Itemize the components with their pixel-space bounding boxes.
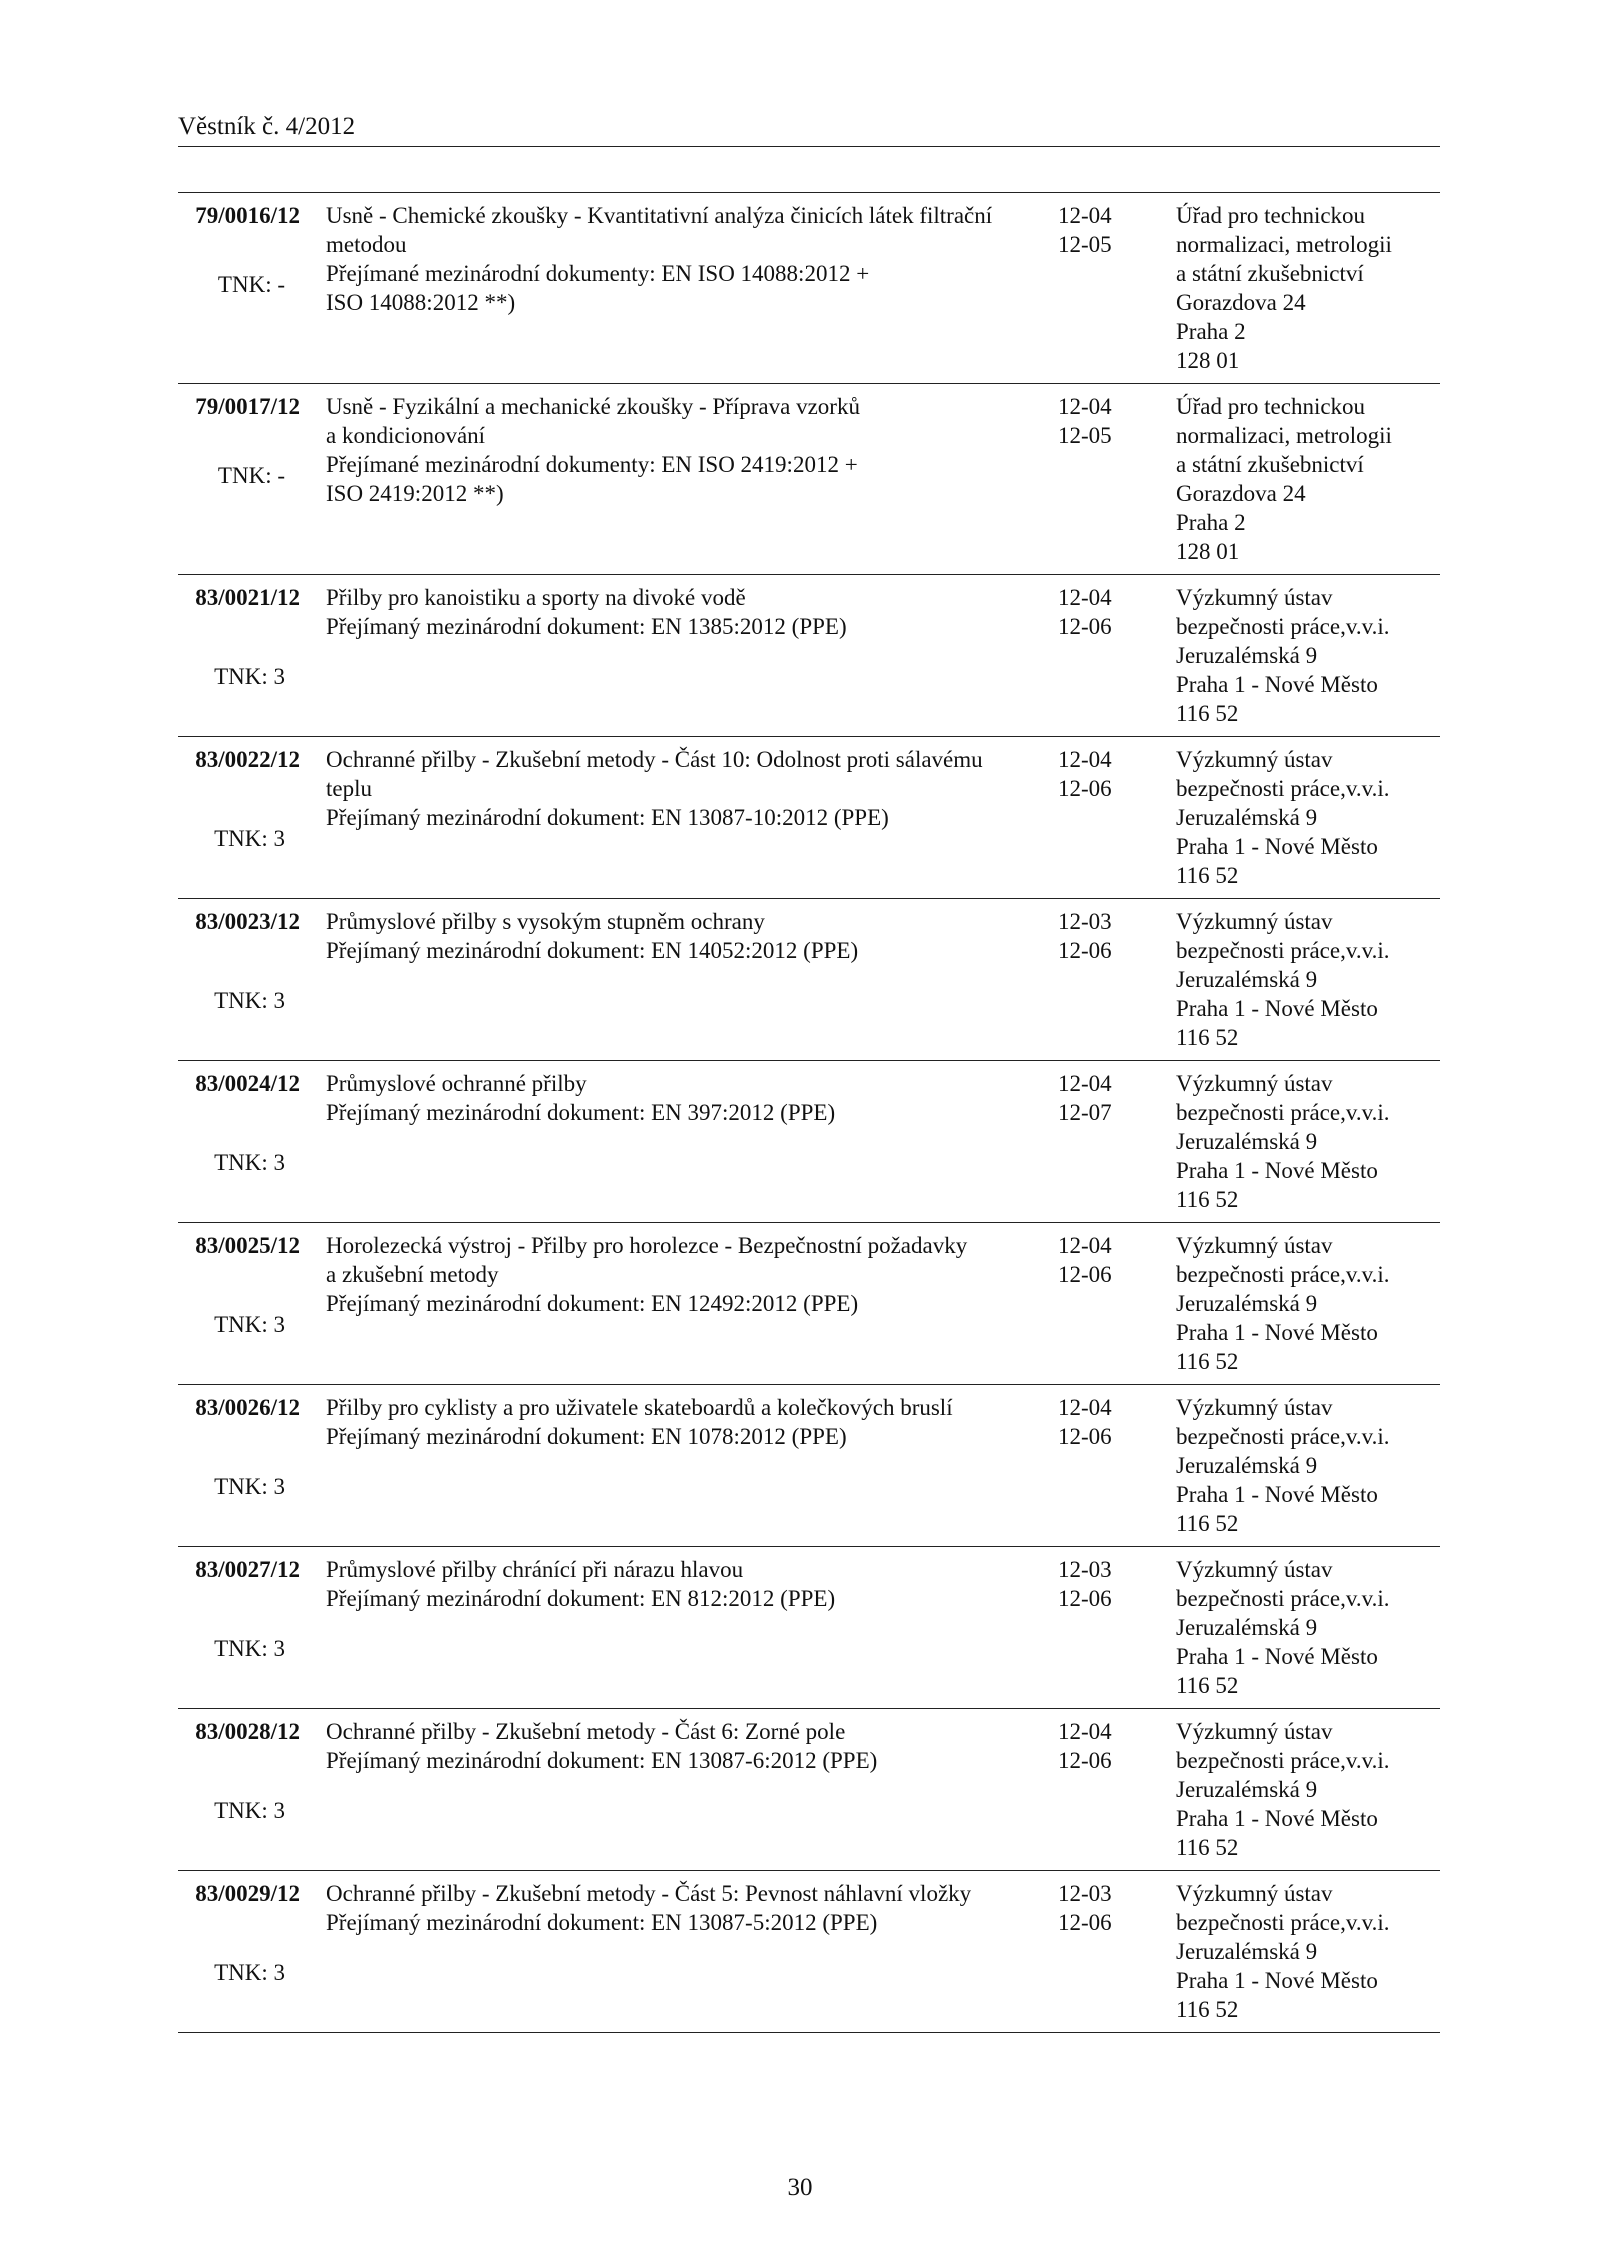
table-row [178, 737, 1440, 899]
date-value: 12-04 [1058, 747, 1112, 772]
title-line: Přejímané mezinárodní dokumenty: EN ISO 14088:2012 + [326, 261, 870, 286]
date-value: 12-07 [1058, 1100, 1112, 1125]
tnk-label: TNK: 3 [214, 1312, 285, 1337]
address-line: 116 52 [1176, 863, 1239, 888]
document-number: 83/0028/12 [195, 1719, 300, 1744]
address-line: Výzkumný ústav [1176, 1719, 1333, 1744]
title-line: ISO 2419:2012 **) [326, 481, 504, 506]
address-line: Praha 1 - Nové Město [1176, 1806, 1378, 1831]
address-line: bezpečnosti práce,v.v.i. [1176, 1424, 1390, 1449]
title-line: Ochranné přilby - Zkušební metody - Část 5: Pevnost náhlavní vložky [326, 1881, 972, 1906]
address-line: Jeruzalémská 9 [1176, 1777, 1318, 1802]
title-line: Přejímaný mezinárodní dokument: EN 812:2012 (PPE) [326, 1586, 836, 1611]
title-line: Přejímaný mezinárodní dokument: EN 13087-5:2012 (PPE) [326, 1910, 878, 1935]
address-line: Gorazdova 24 [1176, 290, 1306, 315]
title-line: Horolezecká výstroj - Přilby pro horolezce - Bezpečnostní požadavky [326, 1233, 968, 1258]
document-number: 83/0029/12 [195, 1881, 300, 1906]
date-value: 12-04 [1058, 203, 1112, 228]
address-line: bezpečnosti práce,v.v.i. [1176, 614, 1390, 639]
date-value: 12-05 [1058, 232, 1112, 257]
tnk-label: TNK: 3 [214, 664, 285, 689]
title-line: Ochranné přilby - Zkušební metody - Část 6: Zorné pole [326, 1719, 846, 1744]
address-line: Praha 1 - Nové Město [1176, 1644, 1378, 1669]
address-line: Praha 2 [1176, 319, 1246, 344]
address-line: bezpečnosti práce,v.v.i. [1176, 1748, 1390, 1773]
address-line: Jeruzalémská 9 [1176, 967, 1318, 992]
title-line: Průmyslové ochranné přilby [326, 1071, 587, 1096]
address-line: Jeruzalémská 9 [1176, 1291, 1318, 1316]
document-number: 83/0026/12 [195, 1395, 300, 1420]
table-row [178, 575, 1440, 737]
address-line: Výzkumný ústav [1176, 585, 1333, 610]
title-line: Přejímaný mezinárodní dokument: EN 12492:2012 (PPE) [326, 1291, 859, 1316]
date-value: 12-06 [1058, 1424, 1112, 1449]
date-value: 12-03 [1058, 1881, 1112, 1906]
date-value: 12-06 [1058, 1586, 1112, 1611]
address-line: Úřad pro technickou [1176, 394, 1366, 419]
address-line: Výzkumný ústav [1176, 1233, 1333, 1258]
date-value: 12-04 [1058, 1233, 1112, 1258]
address-line: 116 52 [1176, 701, 1239, 726]
document-number: 79/0016/12 [195, 203, 300, 228]
organization-address [1176, 1879, 1446, 2024]
title-line: Průmyslové přilby chránící při nárazu hlavou [326, 1557, 744, 1582]
organization-address [1176, 1393, 1446, 1538]
address-line: normalizaci, metrologii [1176, 423, 1392, 448]
table-row [178, 1061, 1440, 1223]
date-value: 12-04 [1058, 1719, 1112, 1744]
address-line: bezpečnosti práce,v.v.i. [1176, 1100, 1390, 1125]
document-number: 83/0023/12 [195, 909, 300, 934]
date-value: 12-06 [1058, 1910, 1112, 1935]
dates-column [1058, 1231, 1128, 1289]
organization-address [1176, 1717, 1446, 1862]
address-line: Výzkumný ústav [1176, 1881, 1333, 1906]
title-line: teplu [326, 776, 372, 801]
table-row [178, 1547, 1440, 1709]
document-number: 79/0017/12 [195, 394, 300, 419]
dates-column [1058, 1879, 1128, 1937]
table-row [178, 384, 1440, 575]
address-line: bezpečnosti práce,v.v.i. [1176, 938, 1390, 963]
page-number: 30 [787, 2174, 813, 2201]
address-line: Jeruzalémská 9 [1176, 1453, 1318, 1478]
address-line: 116 52 [1176, 1025, 1239, 1050]
address-line: Praha 1 - Nové Město [1176, 834, 1378, 859]
address-line: bezpečnosti práce,v.v.i. [1176, 1586, 1390, 1611]
title-line: Ochranné přilby - Zkušební metody - Část 10: Odolnost proti sálavému [326, 747, 983, 772]
title-line: Přejímané mezinárodní dokumenty: EN ISO 2419:2012 + [326, 452, 858, 477]
address-line: 116 52 [1176, 1997, 1239, 2022]
address-line: Jeruzalémská 9 [1176, 1129, 1318, 1154]
document-number: 83/0024/12 [195, 1071, 300, 1096]
title-line: Usně - Fyzikální a mechanické zkoušky - Příprava vzorků [326, 394, 860, 419]
organization-address [1176, 745, 1446, 890]
address-line: Výzkumný ústav [1176, 909, 1333, 934]
date-value: 12-03 [1058, 1557, 1112, 1582]
table-row [178, 1385, 1440, 1547]
title-line: Přejímaný mezinárodní dokument: EN 14052:2012 (PPE) [326, 938, 859, 963]
title-line: a zkušební metody [326, 1262, 499, 1287]
title-line: a kondicionování [326, 423, 486, 448]
table-row [178, 193, 1440, 384]
address-line: 116 52 [1176, 1511, 1239, 1536]
address-line: Výzkumný ústav [1176, 1557, 1333, 1582]
dates-column [1058, 201, 1128, 259]
date-value: 12-06 [1058, 776, 1112, 801]
title-line: Přejímaný mezinárodní dokument: EN 1385:2012 (PPE) [326, 614, 847, 639]
address-line: 128 01 [1176, 539, 1240, 564]
date-value: 12-04 [1058, 394, 1112, 419]
table-row [178, 1871, 1440, 2033]
dates-column [1058, 583, 1128, 641]
organization-address [1176, 583, 1446, 728]
title-line: Přejímaný mezinárodní dokument: EN 13087-6:2012 (PPE) [326, 1748, 878, 1773]
dates-column [1058, 1717, 1128, 1775]
date-value: 12-05 [1058, 423, 1112, 448]
date-value: 12-06 [1058, 614, 1112, 639]
document-number: 83/0027/12 [195, 1557, 300, 1582]
organization-address [1176, 1069, 1446, 1214]
address-line: Jeruzalémská 9 [1176, 1939, 1318, 1964]
address-line: Výzkumný ústav [1176, 1395, 1333, 1420]
address-line: bezpečnosti práce,v.v.i. [1176, 1262, 1390, 1287]
table-row [178, 1709, 1440, 1871]
address-line: Gorazdova 24 [1176, 481, 1306, 506]
address-line: normalizaci, metrologii [1176, 232, 1392, 257]
tnk-label: TNK: 3 [214, 826, 285, 851]
date-value: 12-04 [1058, 1071, 1112, 1096]
tnk-label: TNK: - [217, 463, 285, 488]
table-row [178, 1223, 1440, 1385]
tnk-label: TNK: 3 [214, 988, 285, 1013]
address-line: Jeruzalémská 9 [1176, 1615, 1318, 1640]
address-line: 116 52 [1176, 1835, 1239, 1860]
address-line: Praha 1 - Nové Město [1176, 1320, 1378, 1345]
tnk-label: TNK: - [217, 272, 285, 297]
dates-column [1058, 392, 1128, 450]
address-line: 116 52 [1176, 1673, 1239, 1698]
title-line: Průmyslové přilby s vysokým stupněm ochrany [326, 909, 765, 934]
title-line: Přilby pro kanoistiku a sporty na divoké vodě [326, 585, 746, 610]
tnk-label: TNK: 3 [214, 1474, 285, 1499]
address-line: Jeruzalémská 9 [1176, 643, 1318, 668]
document-number: 83/0022/12 [195, 747, 300, 772]
page-header-title: Věstník č. 4/2012 [178, 113, 356, 140]
date-value: 12-06 [1058, 1262, 1112, 1287]
address-line: Úřad pro technickou [1176, 203, 1366, 228]
address-line: Výzkumný ústav [1176, 747, 1333, 772]
address-line: Praha 1 - Nové Město [1176, 1158, 1378, 1183]
address-line: Praha 1 - Nové Město [1176, 996, 1378, 1021]
title-line: Usně - Chemické zkoušky - Kvantitativní analýza činicích látek filtrační [326, 203, 993, 228]
title-line: Přejímaný mezinárodní dokument: EN 397:2012 (PPE) [326, 1100, 836, 1125]
title-line: metodou [326, 232, 407, 257]
organization-address [1176, 1555, 1446, 1700]
title-line: ISO 14088:2012 **) [326, 290, 516, 315]
tnk-label: TNK: 3 [214, 1960, 285, 1985]
date-value: 12-04 [1058, 1395, 1112, 1420]
document-number: 83/0021/12 [195, 585, 300, 610]
address-line: Jeruzalémská 9 [1176, 805, 1318, 830]
dates-column [1058, 1555, 1128, 1613]
header-rule [178, 146, 1440, 147]
tnk-label: TNK: 3 [214, 1636, 285, 1661]
address-line: a státní zkušebnictví [1176, 452, 1364, 477]
date-value: 12-04 [1058, 585, 1112, 610]
date-value: 12-06 [1058, 1748, 1112, 1773]
dates-column [1058, 745, 1128, 803]
address-line: 116 52 [1176, 1349, 1239, 1374]
dates-column [1058, 1069, 1128, 1127]
standards-table [178, 192, 1440, 2033]
address-line: Praha 2 [1176, 510, 1246, 535]
title-line: Přejímaný mezinárodní dokument: EN 1078:2012 (PPE) [326, 1424, 847, 1449]
date-value: 12-03 [1058, 909, 1112, 934]
date-value: 12-06 [1058, 938, 1112, 963]
dates-column [1058, 907, 1128, 965]
address-line: a státní zkušebnictví [1176, 261, 1364, 286]
tnk-label: TNK: 3 [214, 1150, 285, 1175]
title-line: Přejímaný mezinárodní dokument: EN 13087-10:2012 (PPE) [326, 805, 889, 830]
table-row [178, 899, 1440, 1061]
address-line: 128 01 [1176, 348, 1240, 373]
dates-column [1058, 1393, 1128, 1451]
address-line: bezpečnosti práce,v.v.i. [1176, 1910, 1390, 1935]
document-number: 83/0025/12 [195, 1233, 300, 1258]
organization-address [1176, 907, 1446, 1052]
address-line: Praha 1 - Nové Město [1176, 672, 1378, 697]
organization-address [1176, 392, 1446, 566]
title-line: Přilby pro cyklisty a pro uživatele skateboardů a kolečkových bruslí [326, 1395, 953, 1420]
address-line: Výzkumný ústav [1176, 1071, 1333, 1096]
tnk-label: TNK: 3 [214, 1798, 285, 1823]
address-line: 116 52 [1176, 1187, 1239, 1212]
organization-address [1176, 201, 1446, 375]
organization-address [1176, 1231, 1446, 1376]
address-line: Praha 1 - Nové Město [1176, 1482, 1378, 1507]
address-line: Praha 1 - Nové Město [1176, 1968, 1378, 1993]
address-line: bezpečnosti práce,v.v.i. [1176, 776, 1390, 801]
